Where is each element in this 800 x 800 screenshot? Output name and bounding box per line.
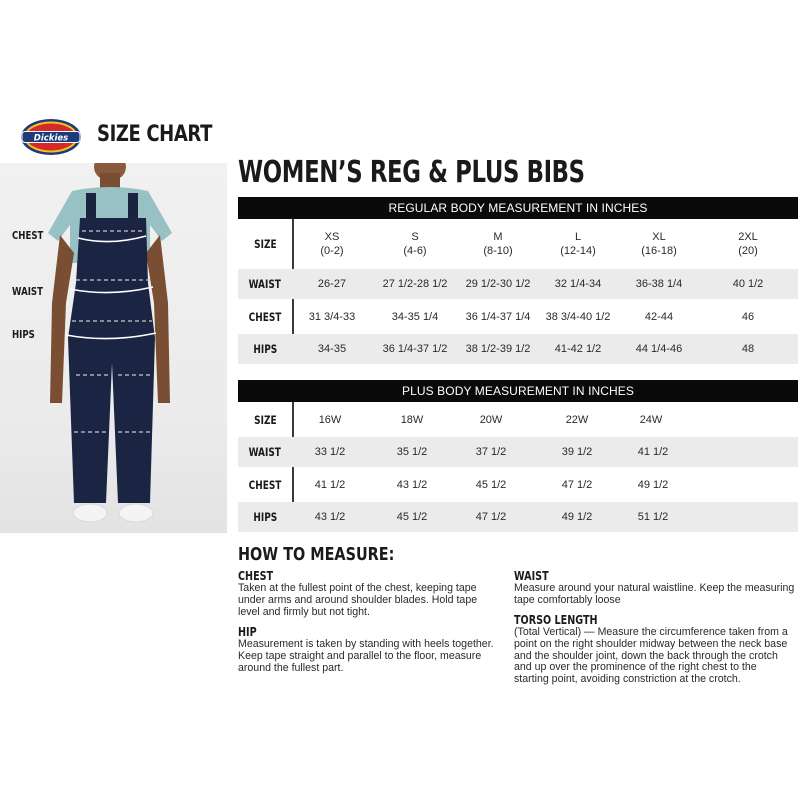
waist-cell: 36-38 1/4 (635, 278, 683, 290)
hips-cell: 48 (741, 343, 755, 355)
waist-cell: 29 1/2-30 1/2 (465, 278, 531, 290)
measure-hip-block (238, 625, 528, 674)
hips-cell: 44 1/4-46 (635, 343, 683, 355)
plus-size-table (238, 380, 798, 532)
table-row-size (238, 402, 798, 437)
photo-label-hips: HIPS (12, 328, 35, 341)
measure-torso-text: (Total Vertical) — Measure the circumference taken from a point on the right shoulder midway between the neck base and the shoulder joint, down the back through the crotch and up over the prominence of the right chest to the starting point, avoiding constriction at the crotch. (514, 626, 788, 686)
hips-cell: 41-42 1/2 (554, 343, 602, 355)
dickies-logo-icon (20, 118, 82, 156)
measure-torso-block (514, 613, 800, 686)
size-cell: L (12-14) (560, 231, 596, 257)
how-to-measure-title: HOW TO MEASURE: (238, 544, 395, 565)
table-row-hips (238, 502, 798, 532)
waist-cell: 33 1/2 (314, 446, 346, 458)
measure-hip-heading: HIP (238, 625, 257, 639)
hips-cell: 36 1/4-37 1/2 (382, 343, 448, 355)
waist-cell: 35 1/2 (396, 446, 428, 458)
waist-cell: 41 1/2 (637, 446, 669, 458)
measure-waist-block (514, 569, 800, 607)
chest-cell: 46 (741, 310, 755, 323)
row-label-waist: WAIST (248, 277, 282, 291)
waist-cell: 39 1/2 (561, 446, 593, 458)
product-title: WOMEN’S REG & PLUS BIBS (238, 155, 585, 190)
size-cell: 24W (639, 413, 663, 426)
row-label-waist: WAIST (248, 445, 282, 459)
chest-cell: 42-44 (644, 310, 674, 323)
size-cell: M (8-10) (483, 231, 513, 257)
waist-cell: 26-27 (317, 278, 347, 290)
size-cell: 20W (479, 413, 503, 426)
row-label-hips: HIPS (253, 510, 277, 524)
size-cell: 18W (400, 413, 424, 426)
hips-cell: 45 1/2 (396, 511, 428, 523)
hips-cell: 47 1/2 (475, 511, 507, 523)
table-row-waist (238, 269, 798, 299)
table-row-chest (238, 299, 798, 334)
measure-torso-heading: TORSO LENGTH (514, 613, 598, 627)
chest-cell: 47 1/2 (561, 478, 593, 491)
plus-table-header: PLUS BODY MEASUREMENT IN INCHES (238, 380, 798, 402)
waist-cell: 32 1/4-34 (554, 278, 602, 290)
waist-cell: 37 1/2 (475, 446, 507, 458)
row-label-size: SIZE (253, 237, 277, 251)
regular-size-table (238, 197, 798, 364)
table-row-waist (238, 437, 798, 467)
measure-hip-text: Measurement is taken by standing with heels together. Keep tape straight and parallel to the floor, measure around the fullest part. (238, 638, 494, 674)
table-row-hips (238, 334, 798, 364)
table-row-chest (238, 467, 798, 502)
chest-cell: 34-35 1/4 (391, 310, 439, 323)
row-label-chest: CHEST (248, 309, 282, 324)
size-cell: 22W (565, 413, 589, 426)
dickies-logo (20, 118, 82, 156)
svg-text:Dickies: Dickies (33, 133, 69, 144)
size-chart-title: SIZE CHART (97, 122, 212, 147)
size-cell: XL (16-18) (641, 231, 677, 257)
row-label-hips: HIPS (253, 342, 277, 356)
size-cell: S (4-6) (403, 231, 427, 257)
size-cell: 16W (318, 413, 342, 426)
chest-cell: 38 3/4-40 1/2 (545, 310, 611, 323)
hips-cell: 34-35 (317, 343, 347, 355)
row-label-size: SIZE (253, 412, 277, 427)
chest-cell: 43 1/2 (396, 478, 428, 491)
hips-cell: 43 1/2 (314, 511, 346, 523)
chest-cell: 45 1/2 (475, 478, 507, 491)
measure-chest-text: Taken at the fullest point of the chest, keeping tape under arms and around shoulder blades. Hold tape level and firmly but not tight. (238, 582, 478, 618)
measure-waist-heading: WAIST (514, 569, 549, 583)
table-row-size (238, 219, 798, 269)
waist-cell: 40 1/2 (732, 278, 764, 290)
model-illustration (0, 163, 227, 533)
photo-label-waist: WAIST (12, 285, 43, 298)
size-cell: 2XL (20) (738, 231, 758, 257)
hips-cell: 49 1/2 (561, 511, 593, 523)
measure-waist-text: Measure around your natural waistline. Keep the measuring tape comfortably loose (514, 582, 795, 606)
photo-label-chest: CHEST (12, 229, 44, 242)
chest-cell: 36 1/4-37 1/4 (465, 310, 531, 323)
chest-cell: 41 1/2 (314, 478, 346, 491)
measure-chest-block (238, 569, 528, 618)
row-label-chest: CHEST (248, 477, 282, 492)
hips-cell: 51 1/2 (637, 511, 669, 523)
chest-cell: 49 1/2 (637, 478, 669, 491)
chest-cell: 31 3/4-33 (308, 310, 356, 323)
measure-chest-heading: CHEST (238, 569, 274, 583)
regular-table-header: REGULAR BODY MEASUREMENT IN INCHES (238, 197, 798, 219)
hips-cell: 38 1/2-39 1/2 (465, 343, 531, 355)
model-photo (0, 163, 227, 533)
size-cell: XS (0-2) (320, 231, 344, 257)
waist-cell: 27 1/2-28 1/2 (382, 278, 448, 290)
